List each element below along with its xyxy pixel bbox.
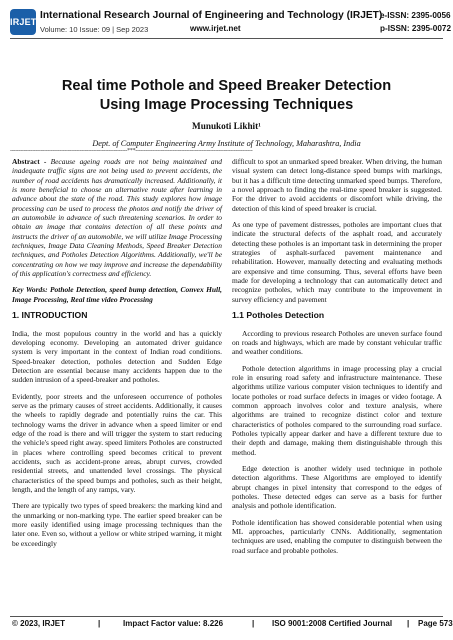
e-issn: e-ISSN: 2395-0056 (380, 11, 451, 20)
intro-paragraph-2: Evidently, poor streets and the unforeseen occurrence of potholes serve as the primary causes of street accidents. Additionally, it causes the wheels to rapidly degrade and potentially ruins the car. This technology warns the driver in advance when a speed limiter or end edge of the road is there and will trigger the system to start reducing the vehicle's speed right away. speed limiters Potholes are constructed in places where controlling speed becomes critical to prevent accidents, such as accident-prone areas, abrupt curves, crowded residential streets, and unattended level crossings. The physical characteristics of the speed bumps and potholes, such as their height, length, and the length of any ramps, vary. (12, 391, 222, 494)
affiliation: Dept. of Computer Engineering Army Institute of Technology, Maharashtra, India (92, 139, 361, 148)
right-column (232, 157, 442, 562)
header-divider (10, 38, 443, 39)
right-paragraph-4: Pothole detection algorithms in image processing play a crucial role in ensuring road safety and infrastructure maintenance. These algorithms utilize various computer vision techniques to identify and locate potholes or road surface defects in images or video footage. A common approach involves color and texture analysis, where algorithms are trained to recognize distinct color and texture characteristics of potholes compared to the surrounding road surface. Potholes typically appear darker and have a different texture due to their depth and damage, making them distinguishable through this method. (232, 363, 442, 457)
footer-sep-1: | (98, 619, 101, 628)
logo-text: IRJET (10, 17, 37, 27)
website-link[interactable]: www.irjet.net (190, 24, 241, 33)
intro-paragraph-3: There are typically two types of speed breakers: the marking kind and the unmarking or non-marking type. The earlier speed breaker can be more easily identified using image processing techniques than the later one. Even so, without a yellow or white striped warning, it might be exceedingly (12, 501, 222, 548)
paper-title: Real time Pothole and Speed Breaker Detection Using Image Processing Techniques (61, 78, 392, 113)
intro-paragraph-1: India, the most populous country in the world and has a quickly developing economy. Developing an automated driver guidance system is very important in the context of Indian road conditions. Speed-breaker detection, potholes detection and Sudden Edge Detection are essential because many accidents happen due to the sudden intrusion of a speed-breaker and potholes. (12, 328, 222, 385)
right-paragraph-2: As one type of pavement distresses, potholes are important clues that indicate the structural defects of the asphalt road, and accurately detecting these potholes is an important task in determining the proper strategies of asphalt-surfaced pavement maintenance and rehabilitation. However, manually detecting and evaluating methods are expensive and time consuming. Thus, several efforts have been made for developing a technology that can automatically detect and recognize potholes, which may contribute to the improvement in survey efficiency and pavement (232, 220, 442, 304)
keywords: Key Words: Pothole Detection, speed bump detection, Convex Hull, Image Processing, Real time video Processing (12, 285, 222, 304)
footer-copyright: © 2023, IRJET (12, 619, 66, 628)
footer-sep-2: | (252, 619, 255, 628)
abstract-text: Because ageing roads are not being maintained and inadequate traffic signs are not being used to prevent accidents, the number of road accidents has dramatically increased. Additionally, it is more beneficial to choose an alternative route after learning in advance about the state of the road. This study explores how image processing can be used to process the photos and notify the driver of an automobile in advance of such threatening scenarios. In order to obtain an image that contains detection of all these points and instructs the driver of an automobile, we will utilize Image Processing techniques, Image Data Cleaning Methods, Speed Breaker Detection techniques, and Potholes Detection Algorithms. Additionally, we'll be concentrating on how we may improve and increase the dependability of this application's correctness and efficiency. (12, 157, 223, 279)
page-footer (10, 619, 453, 631)
left-column (12, 157, 222, 555)
footer-sep-3: | (407, 619, 410, 628)
footer-impact: Impact Factor value: 8.226 (123, 619, 224, 628)
right-paragraph-5: Edge detection is another widely used technique in pothole detection algorithms. These Algorithms are employed to identify abrupt changes in pixel intensity that correspond to the edges of potholes. These detected edges can serve as a basis for further analysis and pothole identification. (232, 463, 442, 511)
p-issn: p-ISSN: 2395-0072 (380, 24, 451, 33)
right-paragraph-3: According to previous research Potholes are uneven surface found on roads and highways, which are made by constant vehicular traffic and weather conditions. (232, 328, 442, 357)
volume-info: Volume: 10 Issue: 09 | Sep 2023 (40, 25, 149, 34)
abstract (12, 157, 222, 278)
subsection-heading: 1.1 Potholes Detection (232, 310, 325, 321)
footer-page: Page 573 (418, 619, 453, 628)
intro-heading: 1. INTRODUCTION (12, 310, 88, 321)
separator: ---------------------------------------------------------------------***--------------------------------------------------------------------- (10, 148, 253, 154)
author: Munukoti Likhit¹ (192, 121, 261, 131)
right-paragraph-1: difficult to spot an unmarked speed breaker. When driving, the human visual system can detect long-distance speed bumps with markings, but it has a difficult time detecting unmarked speed bumps. Therefore, a novel approach to finding the real-time speed breaker is suggested. For the driver to avoid accidents or discomfort while driving, the detection of this kind of speed breaker is crucial. (232, 157, 442, 213)
irjet-logo (10, 9, 36, 35)
journal-name: International Research Journal of Engineering and Technology (IRJET) (40, 10, 383, 21)
abstract-label: Abstract - (12, 157, 51, 166)
footer-iso: ISO 9001:2008 Certified Journal (272, 619, 393, 628)
footer-divider (10, 616, 443, 617)
right-paragraph-6: Pothole identification has showed considerable potential when using ML approaches, particularly CNNs. Additionally, segmentation techniques are used, enabling the computer to distinguish between the road surface and probable potholes. (232, 517, 442, 555)
page-header (0, 0, 453, 40)
